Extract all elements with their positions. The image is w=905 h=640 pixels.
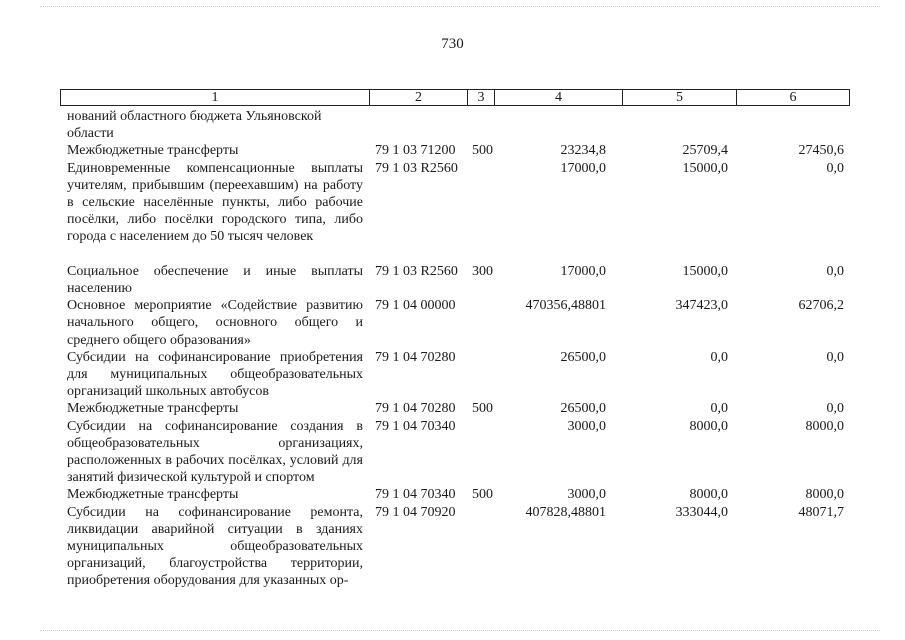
scan-artifact-top (40, 6, 880, 8)
table-row (0, 160, 905, 263)
row-name: Основное мероприятие «Содействие развитию начального общего, основного общего и среднего общего образования» (67, 298, 363, 348)
table-header (60, 89, 850, 106)
row-value-col6: 8000,0 (805, 487, 844, 503)
table-row (0, 349, 905, 401)
table-row (0, 486, 905, 503)
row-code: 79 1 03 71200 (375, 143, 456, 159)
row-expense-type: 500 (472, 487, 493, 503)
header-col-5: 5 (623, 90, 737, 105)
table-row (0, 400, 905, 417)
row-value-col5: 333044,0 (675, 504, 728, 520)
row-code: 79 1 04 70280 (375, 401, 456, 417)
row-name: Субсидии на софинансирование приобретения для муниципальных общеобразовательных организаций школьных автобусов (67, 349, 363, 400)
page-number: 730 (441, 36, 464, 52)
row-code: 79 1 04 70280 (375, 349, 456, 365)
row-name: Межбюджетные трансферты (67, 401, 239, 417)
row-value-col6: 0,0 (826, 349, 844, 365)
table-row (0, 418, 905, 487)
row-value-col5: 0,0 (710, 349, 728, 365)
table-row (0, 263, 905, 297)
row-value-col4: 407828,48801 (525, 504, 606, 520)
row-value-col5: 8000,0 (689, 487, 728, 503)
table-row (0, 108, 905, 142)
row-value-col4: 26500,0 (560, 401, 606, 417)
row-value-col5: 8000,0 (689, 418, 728, 434)
table-row (0, 142, 905, 159)
row-value-col4: 17000,0 (560, 263, 606, 279)
row-code: 79 1 04 00000 (375, 298, 456, 314)
header-col-4: 4 (495, 90, 623, 105)
row-code: 79 1 04 70340 (375, 487, 456, 503)
row-value-col6: 62706,2 (798, 298, 844, 314)
row-name: Межбюджетные трансферты (67, 143, 239, 159)
row-value-col4: 3000,0 (567, 487, 606, 503)
row-name: Субсидии на софинансирование создания в общеобразовательных организациях, расположенных в рабочих посёлках, условий для занятий физической культурой и спортом (67, 418, 363, 486)
row-code: 79 1 03 R2560 (375, 263, 458, 279)
table-row (0, 297, 905, 349)
header-col-1: 1 (61, 90, 370, 105)
row-value-col5: 0,0 (710, 401, 728, 417)
row-value-col6: 8000,0 (805, 418, 844, 434)
table-body (0, 108, 905, 590)
row-value-col4: 470356,48801 (525, 298, 606, 314)
row-code: 79 1 04 70920 (375, 504, 456, 520)
row-value-col5: 347423,0 (675, 298, 728, 314)
row-value-col4: 17000,0 (560, 160, 606, 176)
header-col-2: 2 (370, 90, 468, 105)
row-value-col6: 0,0 (826, 160, 844, 176)
row-name: Единовременные компенсационные выплаты учителям, прибывшим (переехавшим) на работу в сельские населённые пункты, либо рабочие посёлки, либо посёлки городского типа, либо города с населением до 50 тысяч человек (67, 160, 363, 245)
row-value-col5: 25709,4 (682, 143, 728, 159)
row-value-col5: 15000,0 (682, 160, 728, 176)
row-code: 79 1 03 R2560 (375, 160, 458, 176)
row-value-col4: 23234,8 (560, 143, 606, 159)
row-value-col4: 3000,0 (567, 418, 606, 434)
row-value-col6: 0,0 (826, 401, 844, 417)
row-name: Социальное обеспечение и иные выплаты населению (67, 263, 363, 296)
row-expense-type: 500 (472, 143, 493, 159)
table-row (0, 504, 905, 590)
row-name: нований областного бюджета Ульяновской области (67, 109, 322, 142)
scan-artifact-bottom (40, 630, 880, 632)
row-code: 79 1 04 70340 (375, 418, 456, 434)
row-value-col6: 0,0 (826, 263, 844, 279)
row-value-col4: 26500,0 (560, 349, 606, 365)
row-name: Межбюджетные трансферты (67, 487, 239, 503)
row-value-col6: 27450,6 (798, 143, 844, 159)
row-expense-type: 300 (472, 263, 493, 279)
row-value-col5: 15000,0 (682, 263, 728, 279)
row-value-col6: 48071,7 (798, 504, 844, 520)
row-expense-type: 500 (472, 401, 493, 417)
header-col-3: 3 (468, 90, 495, 105)
row-name: Субсидии на софинансирование ремонта, ликвидации аварийной ситуации в зданиях муниципальных общеобразовательных организаций, благоустройства территории, приобретения оборудования для указанных ор- (67, 504, 363, 589)
header-col-6: 6 (789, 90, 797, 105)
